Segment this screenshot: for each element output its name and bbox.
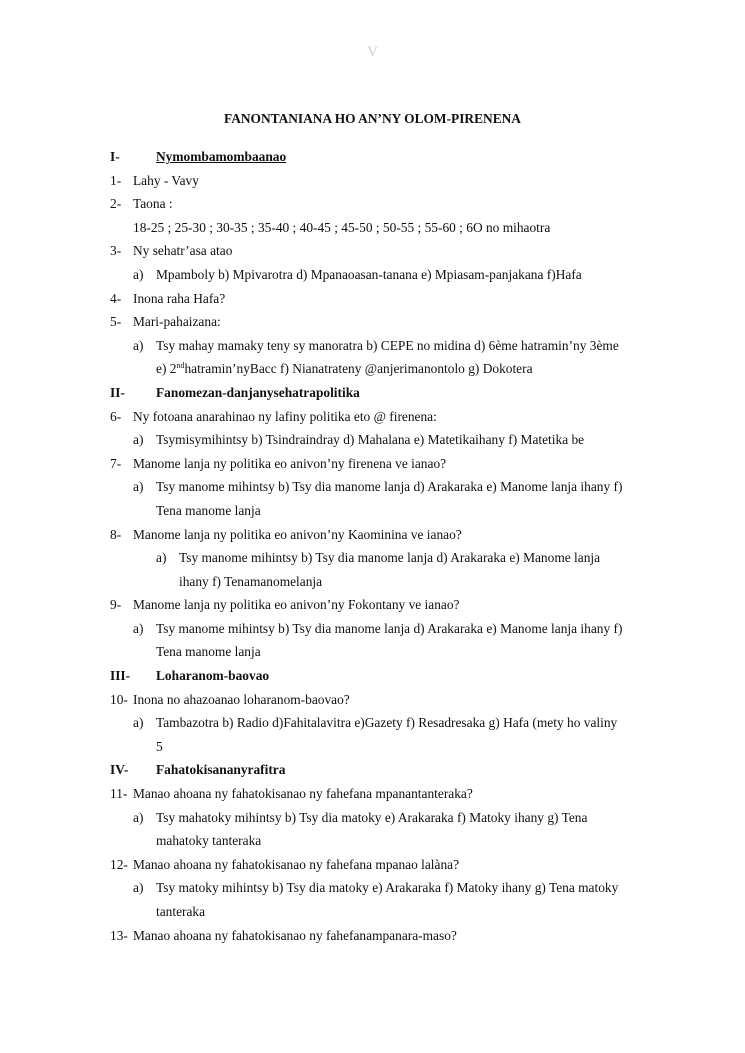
option-label: a): [156, 550, 167, 566]
answer-options-text: Tsy mahay mamaky teny sy manoratra b) CEPE no midina d) 6ème hatramin’ny 3ème: [156, 337, 619, 353]
option-label: a): [133, 880, 144, 896]
option-label: a): [133, 432, 144, 448]
question-number: 1-: [110, 172, 122, 188]
answer-options-text: mahatoky tanteraka: [156, 833, 262, 849]
question-number: 7-: [110, 455, 122, 471]
answer-options-text: Tsy mahatoky mihintsy b) Tsy dia matoky e) Arakaraka f) Matoky ihany g) Tena: [156, 809, 588, 825]
question-number: 10-: [110, 691, 128, 707]
question-text: Manao ahoana ny fahatokisanao ny fahefana mpanantanteraka?: [133, 786, 473, 802]
answer-options-text: Tena manome lanja: [156, 502, 261, 518]
question-text: Inona raha Hafa?: [133, 290, 226, 306]
question: [110, 192, 655, 216]
answer-options: [110, 475, 655, 499]
question-text: Lahy - Vavy: [133, 172, 199, 188]
answer-options: [110, 806, 655, 830]
question-number: 2-: [110, 196, 122, 212]
answer-options: [110, 617, 655, 641]
answer-options: [110, 546, 655, 570]
answer-options-text: Tsy manome mihintsy b) Tsy dia manome lanja d) Arakaraka e) Manome lanja ihany f): [156, 620, 623, 636]
question: [110, 310, 655, 334]
question: [110, 924, 655, 948]
question: [110, 287, 655, 311]
question: [110, 853, 655, 877]
section-number: IV-: [110, 762, 129, 778]
question-number: 3-: [110, 243, 122, 259]
answer-options-text: Tsy matoky mihintsy b) Tsy dia matoky e) Arakaraka f) Matoky ihany g) Tena matoky: [156, 880, 619, 896]
answer-options: [110, 216, 655, 240]
question: [110, 239, 655, 263]
option-label: a): [133, 620, 144, 636]
section-title: Fanomezan-danjanysehatrapolitika: [156, 384, 360, 400]
section-number: II-: [110, 384, 125, 400]
answer-options-text: 5: [156, 738, 163, 754]
answer-options: [110, 428, 655, 452]
question-number: 5-: [110, 314, 122, 330]
option-label: a): [133, 337, 144, 353]
option-label: a): [133, 479, 144, 495]
question-text: Taona :: [133, 196, 173, 212]
answer-options-text: Tsy manome mihintsy b) Tsy dia manome lanja d) Arakaraka e) Manome lanja ihany f): [156, 479, 623, 495]
question-text: Manome lanja ny politika eo anivon’ny firenena ve ianao?: [133, 455, 447, 471]
answer-options-text: Tsy manome mihintsy b) Tsy dia manome lanja d) Arakaraka e) Manome lanja: [179, 550, 601, 566]
answer-options: [110, 263, 655, 287]
question-text: Ny sehatr’asa atao: [133, 243, 233, 259]
section-heading: [110, 758, 655, 782]
section-heading: [110, 145, 655, 169]
question-text: Manome lanja ny politika eo anivon’ny Kaominina ve ianao?: [133, 526, 462, 542]
page-number: V: [367, 44, 378, 60]
answer-options-continued: [110, 829, 655, 853]
answer-options-continued: [110, 735, 655, 759]
option-label: a): [133, 715, 144, 731]
question: [110, 452, 655, 476]
section-heading: [110, 664, 655, 688]
question-text: Manao ahoana ny fahatokisanao ny fahefana mpanao lalàna?: [133, 856, 460, 872]
answer-options-text: Tena manome lanja: [156, 644, 261, 660]
page-title: FANONTANIANA HO AN’NY OLOM-PIRENENA: [224, 111, 521, 126]
section-title: Fahatokisananyrafitra: [156, 762, 286, 778]
answer-options-continued: [110, 357, 655, 381]
question: [110, 688, 655, 712]
answer-options-continued: [110, 570, 655, 594]
question-text: Manao ahoana ny fahatokisanao ny fahefanampanara-maso?: [133, 927, 457, 943]
section-title: Nymombamombaanao: [156, 149, 287, 164]
option-label: a): [133, 266, 144, 282]
answer-options-text: Tambazotra b) Radio d)Fahitalavitra e)Gazety f) Resadresaka g) Hafa (mety ho valiny: [156, 715, 618, 731]
questionnaire: [110, 145, 655, 947]
answer-options-text: 18-25 ; 25-30 ; 30-35 ; 35-40 ; 40-45 ; 45-50 ; 50-55 ; 55-60 ; 6O no mihaotra: [133, 219, 551, 235]
question: [110, 169, 655, 193]
question-text: Mari-pahaizana:: [133, 314, 221, 330]
question: [110, 405, 655, 429]
question-text: Manome lanja ny politika eo anivon’ny Fokontany ve ianao?: [133, 597, 460, 613]
question-number: 4-: [110, 290, 122, 306]
question-number: 6-: [110, 408, 122, 424]
question-number: 12-: [110, 856, 128, 872]
section-heading: [110, 381, 655, 405]
option-label: a): [133, 809, 144, 825]
question-text: Ny fotoana anarahinao ny lafiny politika eto @ firenena:: [133, 408, 437, 424]
answer-options-text: Mpamboly b) Mpivarotra d) Mpanaoasan-tanana e) Mpiasam-panjakana f)Hafa: [156, 266, 582, 282]
question-number: 11-: [110, 786, 128, 802]
section-number: I-: [110, 149, 120, 164]
answer-options-text: ihany f) Tenamanomelanja: [179, 573, 323, 589]
answer-options: [110, 334, 655, 358]
question-number: 13-: [110, 927, 128, 943]
answer-options: [110, 876, 655, 900]
section-title: Loharanom-baovao: [156, 668, 270, 684]
answer-options-continued: [110, 640, 655, 664]
answer-options-text: Tsymisymihintsy b) Tsindraindray d) Mahalana e) Matetikaihany f) Matetika be: [156, 432, 585, 448]
question-number: 9-: [110, 597, 122, 613]
answer-options-text: tanteraka: [156, 904, 206, 919]
answer-options-continued: [110, 900, 655, 924]
question-text: Inona no ahazoanao loharanom-baovao?: [133, 691, 350, 707]
question: [110, 523, 655, 547]
question-number: 8-: [110, 526, 122, 542]
question: [110, 782, 655, 806]
section-number: III-: [110, 668, 131, 684]
question: [110, 593, 655, 617]
answer-options-continued: [110, 499, 655, 523]
answer-options: [110, 711, 655, 735]
answer-options-text: e) 2ndhatramin’nyBacc f) Nianatrateny @anjerimanontolo g) Dokotera: [156, 361, 533, 377]
